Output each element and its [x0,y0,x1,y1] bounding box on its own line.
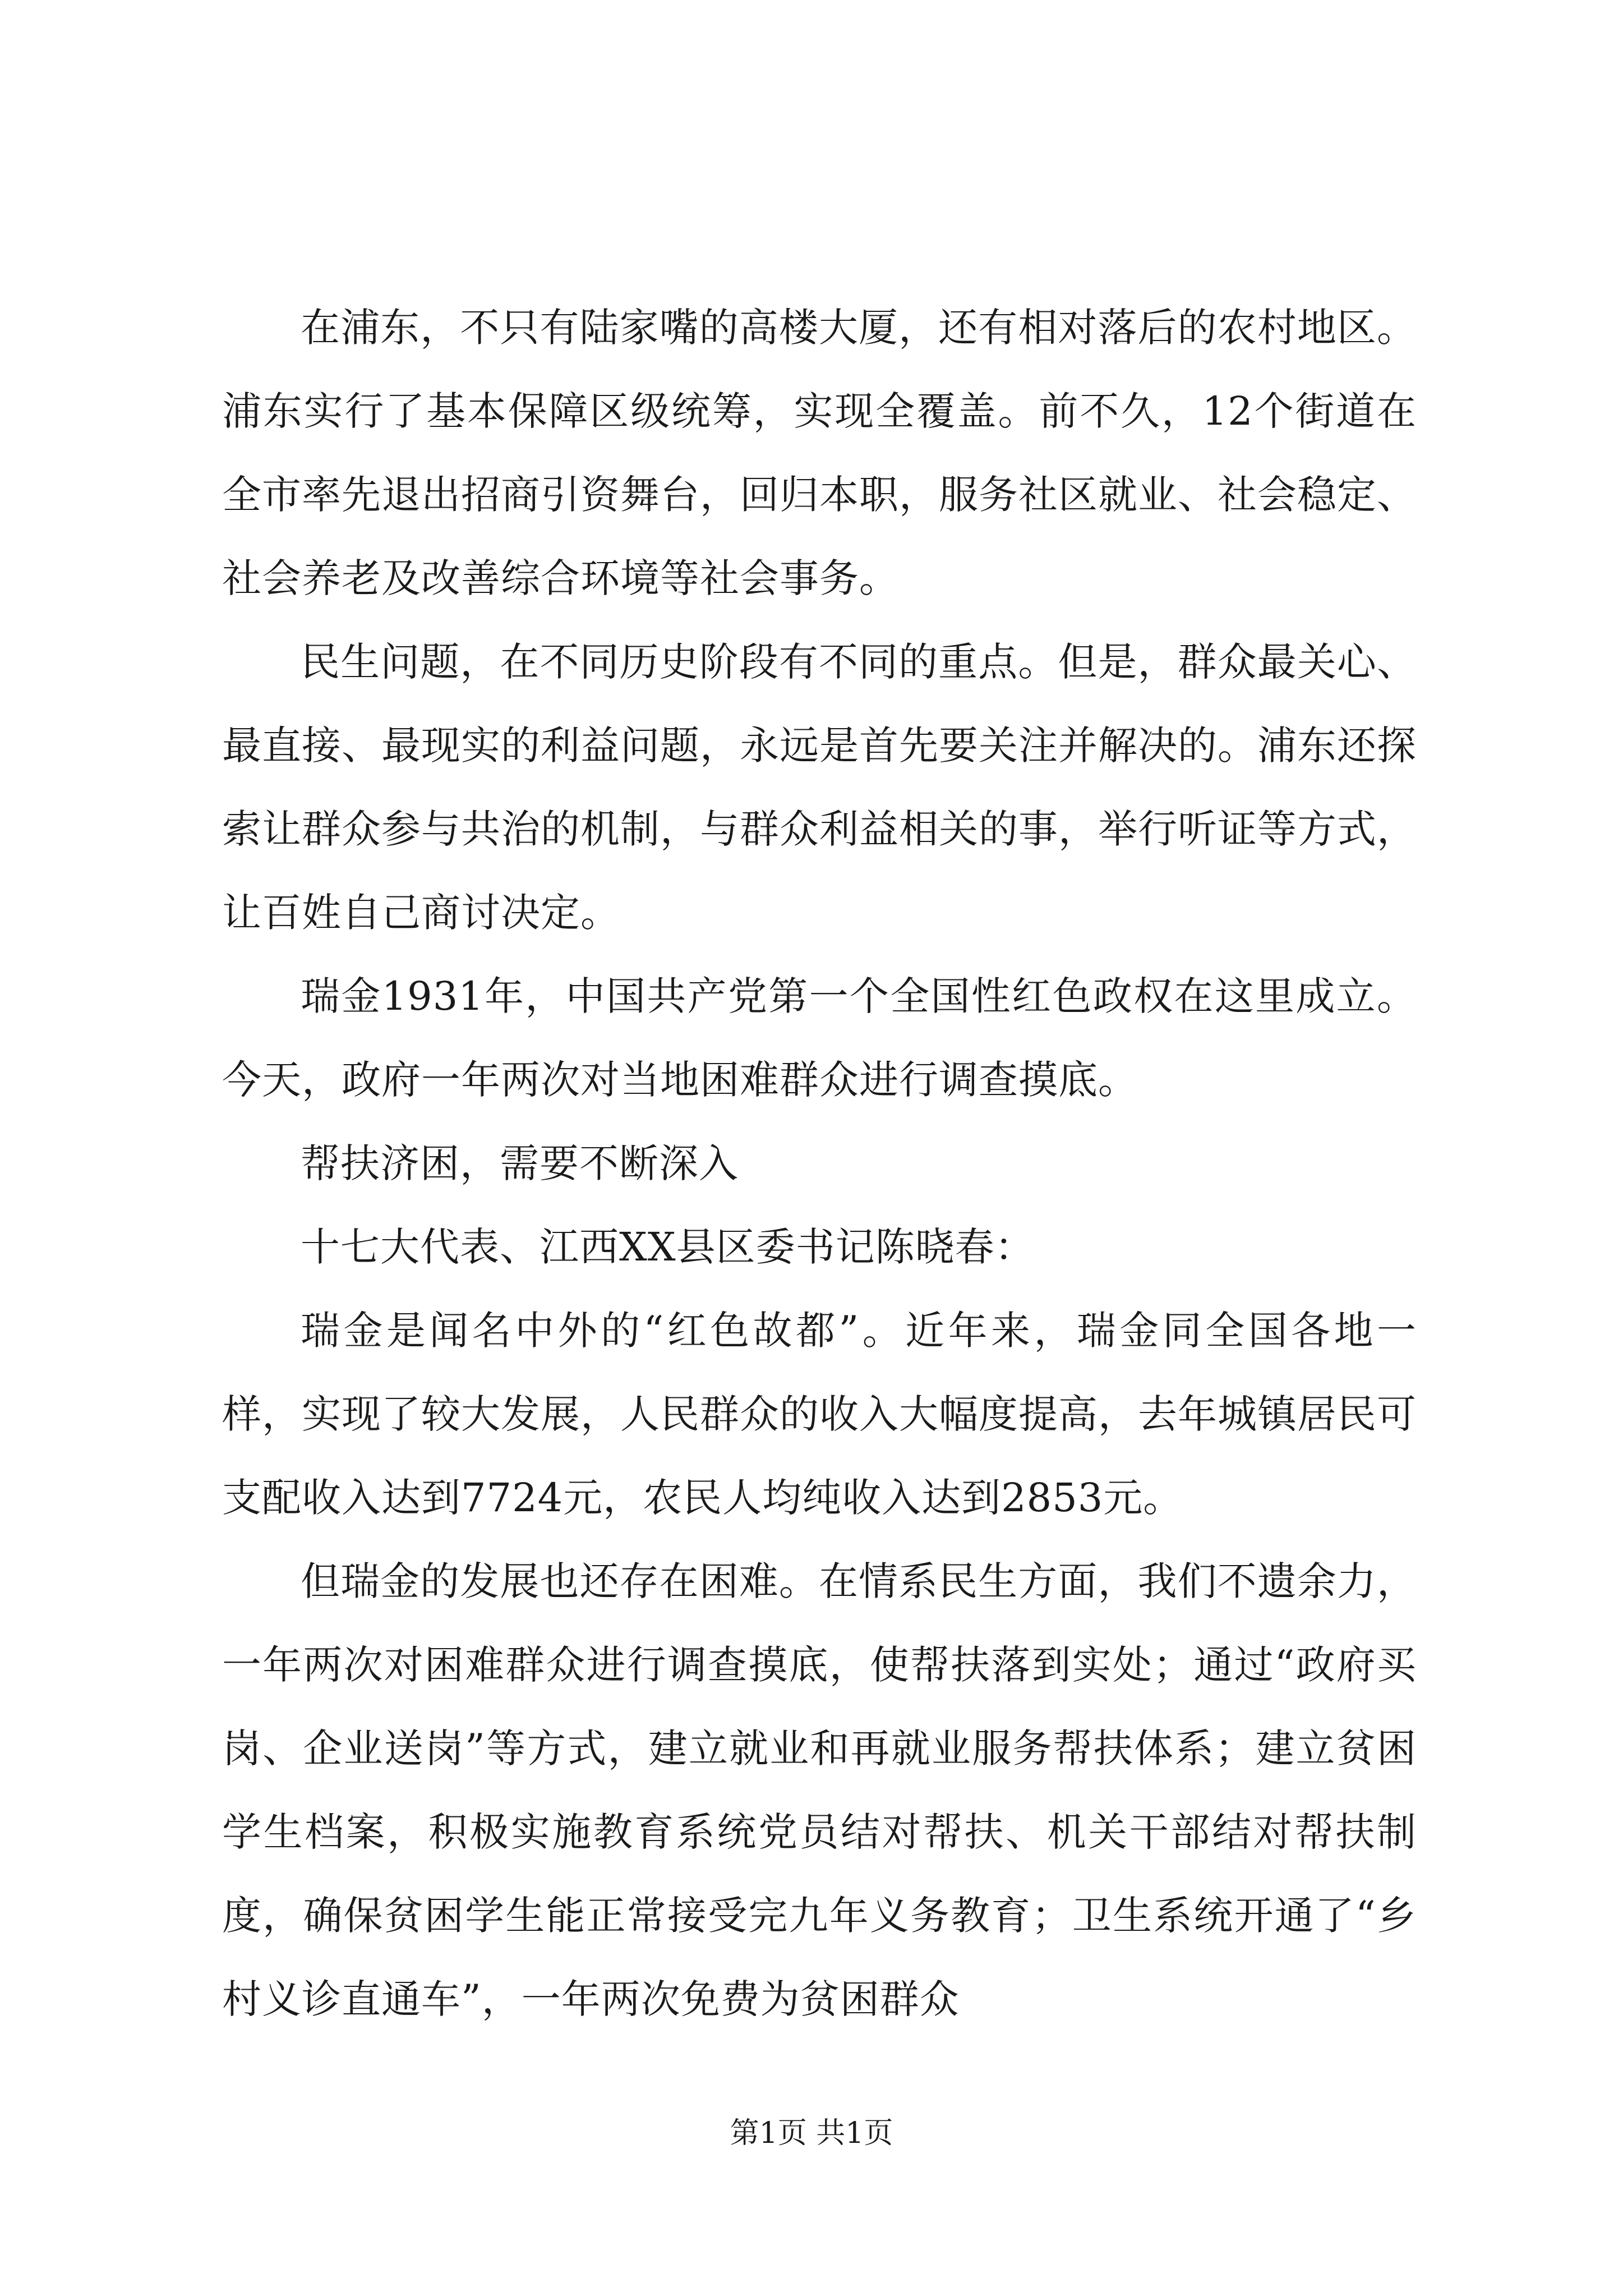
paragraph-ruijin-1931: 瑞金1931年，中国共产党第一个全国性红色政权在这里成立。今天，政府一年两次对当地困难群众进行调查摸底。 [222,973,1417,1103]
paragraph-ruijin-difficulties: 但瑞金的发展也还存在困难。在情系民生方面，我们不遗余力，一年两次对困难群众进行调查摸底，使帮扶落到实处；通过“政府买岗、企业送岗”等方式，建立就业和再就业服务帮扶体系；建立贫困学生档案，积极实施教育系统党员结对帮扶、机关干部结对帮扶制度，确保贫困学生能正常接受完九年义务教育；卫生系统开通了“乡村义诊直通车”，一年两次免费为贫困群众 [222,1558,1417,2022]
paragraph-pudong-rural: 在浦东，不只有陆家嘴的高楼大厦，还有相对落后的农村地区。浦东实行了基本保障区级统筹，实现全覆盖。前不久，12个街道在全市率先退出招商引资舞台，回归本职，服务社区就业、社会稳定、社会养老及改善综合环境等社会事务。 [222,305,1417,601]
page-footer: 第1页 共1页 [730,2116,893,2150]
body-text [222,286,1417,2041]
paragraph-red-capital: 瑞金是闻名中外的“红色故都”。近年来，瑞金同全国各地一样，实现了较大发展，人民群众的收入大幅度提高，去年城镇居民可支配收入达到7724元，农民人均纯收入达到2853元。 [222,1308,1417,1521]
speaker-line: 十七大代表、江西XX县区委书记陈晓春： [301,1224,1035,1270]
paragraph-livelihood-issues: 民生问题，在不同历史阶段有不同的重点。但是，群众最关心、最直接、最现实的利益问题，永远是首先要关注并解决的。浦东还探索让群众参与共治的机制，与群众利益相关的事，举行听证等方式，让百姓自己商讨决定。 [222,639,1417,936]
section-heading: 帮扶济困，需要不断深入 [301,1140,739,1186]
